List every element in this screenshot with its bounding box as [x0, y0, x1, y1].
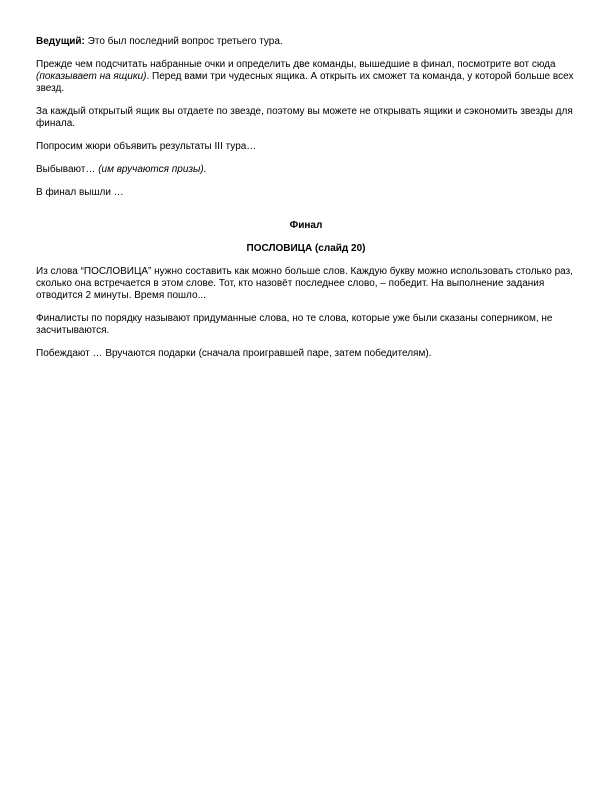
- paragraph-stars: За каждый открытый ящик вы отдаете по звезде, поэтому вы можете не открывать ящики и сэкономить звезды для финала.: [36, 106, 573, 129]
- paragraph-winners: Побеждают … Вручаются подарки (сначала проигравшей паре, затем победителям).: [36, 348, 432, 359]
- paragraph-rules: Финалисты по порядку называют придуманные слова, но те слова, которые уже были сказаны соперником, не засчитываются.: [36, 313, 553, 336]
- section-heading-final: Финал: [289, 220, 323, 231]
- paragraph-boxes: [36, 59, 576, 95]
- paragraph-eliminated: [36, 164, 576, 176]
- paragraph-task: Из слова “ПОСЛОВИЦА” нужно составить как можно больше слов. Каждую букву можно использовать столько раз, сколько она встречается в этом слове. Тот, кто назовёт последнее слово, – победит. На выполнение задания отводится 2 минуты. Время пошло...: [36, 266, 573, 301]
- stage-direction: (им вручаются призы).: [98, 164, 207, 175]
- paragraph-text: . Перед вами три чудесных ящика. А открыть их сможет та команда, у которой больше всех звезд.: [36, 71, 574, 94]
- section-heading-proverb: ПОСЛОВИЦА (слайд 20): [246, 243, 366, 254]
- paragraph-text: Прежде чем подсчитать набранные очки и определить две команды, вышедшие в финал, посмотрите вот сюда: [36, 59, 556, 70]
- stage-direction: (показывает на ящики): [36, 71, 147, 82]
- paragraph-host-intro: [36, 36, 576, 48]
- speaker-label: Ведущий:: [36, 36, 85, 47]
- document-page: [36, 36, 576, 371]
- paragraph-finalists: В финал вышли …: [36, 187, 124, 198]
- paragraph-text: Это был последний вопрос третьего тура.: [84, 36, 283, 47]
- paragraph-text: Выбывают…: [36, 164, 99, 175]
- paragraph-jury: Попросим жюри объявить результаты III тура…: [36, 141, 257, 152]
